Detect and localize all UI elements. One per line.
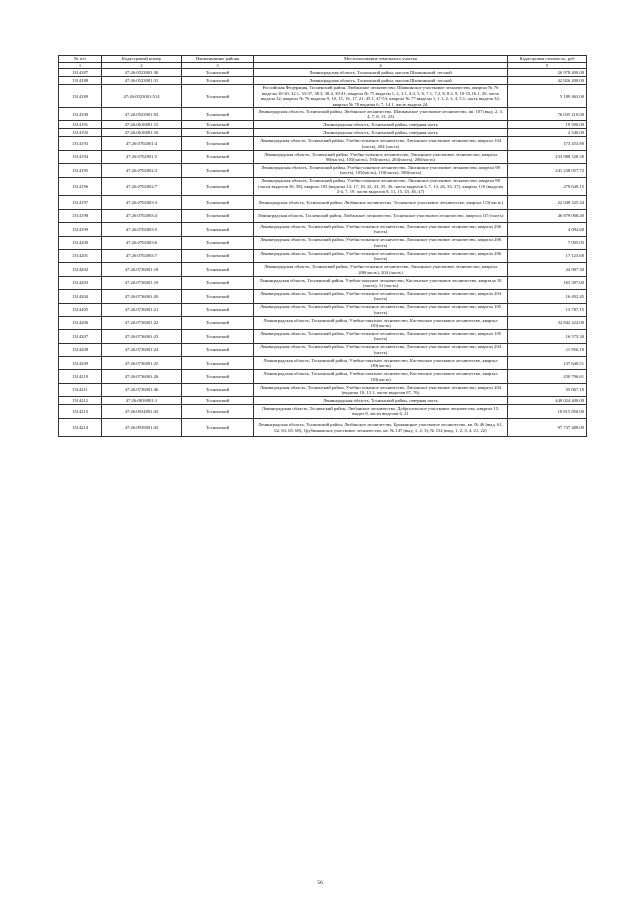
cadastral-number: 47:26:0702001:4 <box>102 137 182 150</box>
cadastral-value: 241 238 057.72 <box>508 164 587 177</box>
cadastral-value: 5 189 463.00 <box>508 85 587 108</box>
table-row <box>59 164 587 177</box>
cadastral-value: 26 978 400.00 <box>508 69 587 77</box>
district-name: Тосненский <box>182 209 254 222</box>
district-name: Тосненский <box>182 249 254 262</box>
district-name: Тосненский <box>182 303 254 316</box>
cadastral-number: 47:26:0736001:20 <box>102 290 182 303</box>
row-number: 1314209 <box>59 357 102 370</box>
cadastral-value: 16 492.45 <box>508 290 587 303</box>
cadastral-value: 32 842 222.00 <box>508 316 587 329</box>
row-number: 1314198 <box>59 209 102 222</box>
location-text: Ленинградская область, Тосненский район, Учебно-опытное лесничество, Лисинское участковое лесничество, квартал 204 (выделы 10, 13.1, части выделов 67, 76) <box>254 383 508 396</box>
row-number: 1314187 <box>59 69 102 77</box>
row-number: 1314205 <box>59 303 102 316</box>
page-number: 56 <box>317 880 323 886</box>
table-row <box>59 85 587 108</box>
row-number: 1314202 <box>59 263 102 276</box>
cadastral-value: 22 948 325.44 <box>508 196 587 209</box>
table-row <box>59 263 587 276</box>
cadastral-number: 47:26:0702003:4 <box>102 209 182 222</box>
table-row <box>59 397 587 405</box>
cadastral-number: 47:26:0818001:1 <box>102 397 182 405</box>
cadastral-number: 47:26:0736001:26 <box>102 370 182 383</box>
cadastral-number: 47:26:0523001:92 <box>102 108 182 121</box>
cadastral-number: 47:26:0616001:15 <box>102 121 182 129</box>
location-text: Ленинградская область, Тосненский район, северная часть <box>254 397 508 405</box>
cadastral-value: 279 649.15 <box>508 177 587 196</box>
cadastral-number: 47:26:0702003:3 <box>102 196 182 209</box>
header-location: Местоположение земельного участка <box>254 56 508 63</box>
row-number: 1314188 <box>59 77 102 85</box>
table-row <box>59 177 587 196</box>
cadastral-number: 47:26:0736001:21 <box>102 303 182 316</box>
table-row <box>59 303 587 316</box>
cadastral-value: 55 067.10 <box>508 383 587 396</box>
location-text: Ленинградская область, Тосненский район, массив Шапкинский -лесной <box>254 77 508 85</box>
column-index: 2 <box>102 63 182 69</box>
location-text: Ленинградская область, Тосненский район, Учебно-опытное лесничество, Лисинское участковое лесничество, квартал 105 (часть) <box>254 303 508 316</box>
cadastral-value: 13 787.15 <box>508 303 587 316</box>
column-index: 4 <box>254 63 508 69</box>
cadastral-value: 16 575.30 <box>508 330 587 343</box>
location-text: Ленинградская область, Тосненский район, Учебно-опытное лесничество, Лисинское участковое лесничество, квартал 204 (часть) <box>254 290 508 303</box>
table-row <box>59 370 587 383</box>
table-row <box>59 121 587 129</box>
cadastral-value: 2 340.00 <box>508 129 587 137</box>
location-text: Ленинградская область, Тосненский район, Учебно-опытное лесничество, Лисинское участковое лесничество, квартал 98(часть), 105(часть), 193(часть), 204(часть), 206(часть) <box>254 150 508 163</box>
location-text: Ленинградская область, Тосненский район, Учебно-опытное лесничество, Лисинское участковое лесничество, квартал 206 (часть) <box>254 249 508 262</box>
district-name: Тосненский <box>182 77 254 85</box>
row-number: 1314213 <box>59 405 102 418</box>
cadastral-value: 11 956.10 <box>508 343 587 356</box>
cadastral-number: 47:26:0523001:514 <box>102 85 182 108</box>
row-number: 1314204 <box>59 290 102 303</box>
district-name: Тосненский <box>182 397 254 405</box>
row-number: 1314201 <box>59 249 102 262</box>
location-text: Ленинградская область, Тосненский район, Учебно-опытное лесничество, Кастенское участковое лесничество, квартал 183(часть) <box>254 357 508 370</box>
location-text: Ленинградская область, Тосненский район, Любанское лесничество, Шапкинское участковое лесничество, кв. 107 (выд. 2, 3, 4, 7, 8, 13, 23) <box>254 108 508 121</box>
district-name: Тосненский <box>182 370 254 383</box>
location-text: Ленинградская область, Тосненский район, Учебно-опытное лесничество, Лисинское участковое лесничество, квартал 105 (часть) <box>254 330 508 343</box>
location-text: Ленинградская область, Тосненский район, Учебно-опытное лесничество, Лисинское участковое лесничество, квартал 206 (часть) <box>254 223 508 236</box>
cadastral-number: 47:26:0702003:7 <box>102 249 182 262</box>
district-name: Тосненский <box>182 137 254 150</box>
district-name: Тосненский <box>182 108 254 121</box>
registry-table <box>58 55 587 437</box>
table-row <box>59 137 587 150</box>
cadastral-value: 137 640.51 <box>508 357 587 370</box>
cadastral-value: 46 879 068.40 <box>508 209 587 222</box>
district-name: Тосненский <box>182 418 254 437</box>
row-number: 1314207 <box>59 330 102 343</box>
row-number: 1314214 <box>59 418 102 437</box>
location-text: Ленинградская область, Тосненский район, Любанское лесничество, Тосненское участковое лесничество, квартал 115 (часть) <box>254 209 508 222</box>
cadastral-number: 47:26:0736001:25 <box>102 357 182 370</box>
district-name: Тосненский <box>182 129 254 137</box>
table-row <box>59 223 587 236</box>
location-text: Ленинградская область, Тосненский район, Учебно-опытное лесничество, Лисинское участковое лесничество, квартал 98 (части выделов 56, 58), квартал 105 (выделы 14, 17, 18, 22, 23, 35, 36, части выделов 3, 7, 13, 26, 33, 37), квартал 110 (выделы 2-4, 7, 19, части выделов 8, 11, 15, 43, 46, 47) <box>254 177 508 196</box>
cadastral-number: 47:26:0523001:30 <box>102 69 182 77</box>
district-name: Тосненский <box>182 150 254 163</box>
row-number: 1314208 <box>59 343 102 356</box>
row-number: 1314211 <box>59 383 102 396</box>
table-row <box>59 276 587 289</box>
cadastral-value: 173 453.80 <box>508 137 587 150</box>
table-row <box>59 108 587 121</box>
header-number: № п/п <box>59 56 102 63</box>
table-row <box>59 316 587 329</box>
district-name: Тосненский <box>182 223 254 236</box>
cadastral-number: 47:26:0736001:23 <box>102 330 182 343</box>
cadastral-number: 47:26:0736001:18 <box>102 263 182 276</box>
row-number: 1314197 <box>59 196 102 209</box>
table-body <box>59 69 587 437</box>
district-name: Тосненский <box>182 330 254 343</box>
location-text: Российская Федерация, Тосненский район, Любанское лесничество, Шапкинское участковое лесничество, квартал № 76 выделы 10-20, 32.1, 33-37, 38.3, 38.4, 39-41; квартал № 75 выделы 1, 2, 3.1, 4.3, 5, 6, 7.1, 7.2, 8, 8.2, 9, 10-15,16.1, 20, часть выдела 32; квартал № 76 выделы 9, 10, 15, 16, 17, 21, 45.1, 47-53; квартал № 77 выделы 1, 1.1, 2, 3, 4, 5.1, часть выдела 32; квартал № 78 выделы 6, 7, 14.1, часть выдела 24. <box>254 85 508 108</box>
location-text: Ленинградская область, Тосненский район, Учебно-опытное лесничество, Лисинское участковое лесничество, квартал 204 (часть) <box>254 343 508 356</box>
district-name: Тосненский <box>182 263 254 276</box>
column-index: 3 <box>182 63 254 69</box>
row-number: 1314195 <box>59 164 102 177</box>
cadastral-value: 24 987.30 <box>508 263 587 276</box>
cadastral-number: 47:26:0736001:24 <box>102 343 182 356</box>
cadastral-value: 42 826 200.00 <box>508 77 587 85</box>
table-header-row <box>59 56 587 63</box>
cadastral-value: 7 005.05 <box>508 236 587 249</box>
cadastral-value: 440 024 400.00 <box>508 397 587 405</box>
location-text: Ленинградская область, Тосненский район, массив Шапкинский -лесной <box>254 69 508 77</box>
table-row <box>59 405 587 418</box>
location-text: Ленинградская область, Тосненский район, Любанское лесничество, Добросельское участковое лесничество, квартал 15, выдел 8, части выделов 6, 21 <box>254 405 508 418</box>
table-row <box>59 69 587 77</box>
cadastral-number: 47:26:0523001:31 <box>102 77 182 85</box>
district-name: Тосненский <box>182 236 254 249</box>
row-number: 1314199 <box>59 223 102 236</box>
cadastral-value: 76 035 210.00 <box>508 108 587 121</box>
cadastral-number: 47:26:0702002:3 <box>102 164 182 177</box>
row-number: 1314191 <box>59 121 102 129</box>
row-number: 1314212 <box>59 397 102 405</box>
row-number: 1314196 <box>59 177 102 196</box>
row-number: 1314206 <box>59 316 102 329</box>
table-row <box>59 330 587 343</box>
location-text: Ленинградская область, Тосненский район, Учебно-опытное лесничество, Лисинское участковое лесничество, квартал 104 (часть), 204 (часть) <box>254 137 508 150</box>
cadastral-value: 17 123.60 <box>508 249 587 262</box>
location-text: Ленинградская область, Тосненский район, Учебно-опытное лесничество, Лисинское участковое лесничество, квартал 206 (часть) <box>254 236 508 249</box>
column-index: 5 <box>508 63 587 69</box>
district-name: Тосненский <box>182 343 254 356</box>
district-name: Тосненский <box>182 316 254 329</box>
cadastral-number: 47:26:0616001:16 <box>102 129 182 137</box>
district-name: Тосненский <box>182 196 254 209</box>
table-row <box>59 209 587 222</box>
header-cadastral-number: Кадастровый номер <box>102 56 182 63</box>
location-text: Ленинградская область, Тосненский район, Учебно-опытное лесничество, Лисинское участковое лесничество, квартал 200(часть), 204 (часть) <box>254 263 508 276</box>
location-text: Ленинградская область, Тосненский район, Любанское лесничество, Бронницкое участковое лесничество, кв. № 46 (выд. 61, 62, 63, 65, 68), Трубниковское участковое лесничество, кв. № 147 (выд. 1, 2, 3), № 152 (выд. 1, 2, 3, 4, 21, 22) <box>254 418 508 437</box>
table-row <box>59 77 587 85</box>
location-text: Ленинградская область, Тосненский район, северная часть <box>254 129 508 137</box>
cadastral-number: 47:26:0702002:7 <box>102 177 182 196</box>
cadastral-number: 47:26:0924001:43 <box>102 405 182 418</box>
cadastral-value: 10 815 850.00 <box>508 405 587 418</box>
cadastral-value: 163 397.00 <box>508 276 587 289</box>
cadastral-number: 47:26:0736001:46 <box>102 383 182 396</box>
cadastral-number: 47:26:0939001:43 <box>102 418 182 437</box>
location-text: Ленинградская область, Тосненский район, Учебно-опытное лесничество, Кастенское участковое лесничество, квартал 183(часть) <box>254 370 508 383</box>
row-number: 1314194 <box>59 150 102 163</box>
district-name: Тосненский <box>182 383 254 396</box>
district-name: Тосненский <box>182 85 254 108</box>
table-row <box>59 150 587 163</box>
district-name: Тосненский <box>182 276 254 289</box>
district-name: Тосненский <box>182 164 254 177</box>
district-name: Тосненский <box>182 290 254 303</box>
location-text: Ленинградская область, Тосненский район, Учебно-опытное лесничество, Кастенское участковое лесничество, квартала 10 (часть), 11 (часть) <box>254 276 508 289</box>
district-name: Тосненский <box>182 177 254 196</box>
cadastral-value: 250 796.61 <box>508 370 587 383</box>
row-number: 1314203 <box>59 276 102 289</box>
district-name: Тосненский <box>182 121 254 129</box>
table-row <box>59 129 587 137</box>
cadastral-number: 47:26:0702003:6 <box>102 236 182 249</box>
cadastral-number: 47:26:0736001:22 <box>102 316 182 329</box>
table-row <box>59 196 587 209</box>
row-number: 1314189 <box>59 85 102 108</box>
table-row <box>59 357 587 370</box>
row-number: 1314193 <box>59 137 102 150</box>
location-text: Ленинградская область, Тосненский район, северная часть <box>254 121 508 129</box>
row-number: 1314192 <box>59 129 102 137</box>
district-name: Тосненский <box>182 69 254 77</box>
row-number: 1314210 <box>59 370 102 383</box>
location-text: Ленинградская область, Тосненский район, Учебно-опытное лесничество, Лисинское участковое лесничество, квартал 98 (часть), 105(часть), 110(часть), 180(часть) <box>254 164 508 177</box>
table-row <box>59 383 587 396</box>
table-row <box>59 343 587 356</box>
header-district: Наименование района <box>182 56 254 63</box>
document-page <box>58 55 586 437</box>
district-name: Тосненский <box>182 405 254 418</box>
cadastral-number: 47:26:0702003:5 <box>102 223 182 236</box>
column-index: 1 <box>59 63 102 69</box>
table-row <box>59 249 587 262</box>
district-name: Тосненский <box>182 357 254 370</box>
row-number: 1314200 <box>59 236 102 249</box>
cadastral-number: 47:26:0702001:5 <box>102 150 182 163</box>
cadastral-value: 233 988 528.30 <box>508 150 587 163</box>
location-text: Ленинградская область, Тосненский район, Учебно-опытное лесничество, Кастенское участковое лесничество, квартал 181(часть) <box>254 316 508 329</box>
location-text: Ленинградская область, Тосненский район, Любанское лесничество, Тосненское участковое лесничество, квартал 115(часть) <box>254 196 508 209</box>
cadastral-value: 19 500.00 <box>508 121 587 129</box>
table-row <box>59 418 587 437</box>
row-number: 1314190 <box>59 108 102 121</box>
table-row <box>59 290 587 303</box>
header-cadastral-value: Кадастровая стоимость, руб <box>508 56 587 63</box>
table-row <box>59 236 587 249</box>
cadastral-value: 4 092.60 <box>508 223 587 236</box>
cadastral-value: 97 737 488.00 <box>508 418 587 437</box>
cadastral-number: 47:26:0736001:19 <box>102 276 182 289</box>
